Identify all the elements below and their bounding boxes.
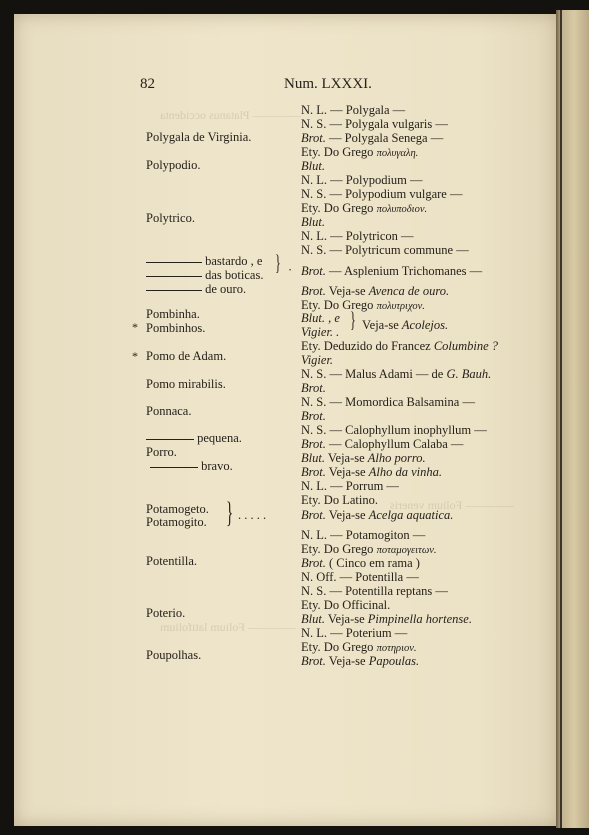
headword-potentilla: Potentilla. bbox=[146, 554, 198, 568]
subentry-polytrico-boticas: das boticas. bbox=[146, 268, 263, 283]
entry-line: N. S. — Polypodium vulgare — bbox=[301, 187, 463, 201]
brace-right: } bbox=[226, 496, 234, 529]
ditto-dash bbox=[146, 262, 202, 263]
subentry-polytrico-bastardo: bastardo , e bbox=[146, 254, 262, 269]
brace-right: } bbox=[275, 250, 281, 275]
show-through-text: ———— Folium veneris bbox=[390, 498, 514, 512]
subentry-porro-bravo: bravo. bbox=[146, 459, 233, 474]
book-page bbox=[14, 14, 558, 826]
entry-line: N. S. — Potentilla reptans — bbox=[301, 584, 448, 598]
ditto-dash bbox=[146, 439, 194, 440]
headword-polypodio: Polypodio. bbox=[146, 158, 201, 172]
subentry-ponnaca-pequena: pequena. bbox=[146, 431, 242, 446]
entry-line: Ety. Do Grego πολυτριχον. bbox=[301, 298, 425, 312]
entry-line: Brot. bbox=[301, 409, 326, 423]
entry-line: Veja-se Acolejos. bbox=[362, 318, 449, 332]
entry-line: N. S. — Polytricum commune — bbox=[301, 243, 469, 257]
entry-line: Ety. Do Grego πολυγαλη. bbox=[301, 145, 419, 159]
subentry-polytrico-ouro: de ouro. bbox=[146, 282, 246, 297]
ditto-dash bbox=[146, 276, 202, 277]
headword-pombinhos: Pombinhos. bbox=[146, 321, 206, 335]
entry-line: Brot. Veja-se Papoulas. bbox=[301, 654, 420, 668]
leader-dots: . . . . . bbox=[238, 508, 267, 522]
entry-line: Ety. Do Grego ποταμογειτων. bbox=[301, 542, 437, 556]
show-through-text: ———— Folium latifolium bbox=[160, 620, 297, 634]
entry-line: N. L. — Poterium — bbox=[301, 626, 408, 640]
entry-line: Brot. bbox=[301, 381, 326, 395]
entry-line: Blut. bbox=[301, 215, 325, 229]
headword-poupolhas: Poupolhas. bbox=[146, 648, 202, 662]
headword-poterio: Poterio. bbox=[146, 606, 186, 620]
entry-line: Brot. — Calophyllum Calaba — bbox=[301, 437, 464, 451]
entry-line: N. S. — Malus Adami — de G. Bauh. bbox=[301, 367, 492, 381]
entry-line: Brot. — Polygala Senega — bbox=[301, 131, 444, 145]
entry-line: Ety. Deduzido do Francez Columbine ? bbox=[301, 339, 499, 353]
headword-potamogeto: Potamogeto. bbox=[146, 502, 209, 516]
show-through-text: ———— Platanus occidenta bbox=[160, 108, 301, 122]
asterisk-mark: * bbox=[132, 320, 138, 334]
bullet-dot: · bbox=[288, 263, 293, 277]
entry-line: Brot. Veja-se Acelga aquatica. bbox=[301, 508, 454, 522]
entry-line: Ety. Do Officinal. bbox=[301, 598, 391, 612]
entry-line: Brot. ( Cinco em rama ) bbox=[301, 556, 420, 570]
entry-line: N. L. — Porrum — bbox=[301, 479, 399, 493]
entry-line: N. S. — Momordica Balsamina — bbox=[301, 395, 475, 409]
asterisk-mark: * bbox=[132, 349, 138, 363]
entry-line: Vigier. . bbox=[301, 325, 340, 339]
ditto-dash bbox=[150, 467, 198, 468]
entry-line: Ety. Do Grego ποτηριον. bbox=[301, 640, 417, 654]
brace-right: } bbox=[350, 307, 356, 332]
page-number: 82 bbox=[140, 76, 155, 92]
entry-line: N. L. — Potamogiton — bbox=[301, 528, 426, 542]
headword-ponnaca: Ponnaca. bbox=[146, 404, 192, 418]
headword-polytrico: Polytrico. bbox=[146, 211, 195, 225]
entry-line: Blut. , e bbox=[301, 311, 340, 325]
headword-pomo-mirabilis: Pomo mirabilis. bbox=[146, 377, 226, 391]
entry-line: N. S. — Calophyllum inophyllum — bbox=[301, 423, 487, 437]
headword-polygala-virginia: Polygala de Virginia. bbox=[146, 130, 252, 144]
entry-line: Ety. Do Grego πολυποδιον. bbox=[301, 201, 428, 215]
entry-line: N. L. — Polygala — bbox=[301, 103, 406, 117]
headword-potamogito: Potamogito. bbox=[146, 515, 207, 529]
entry-line: Vigier. bbox=[301, 353, 334, 367]
entry-line: N. L. — Polypodium — bbox=[301, 173, 423, 187]
entry-line: N. Off. — Potentilla — bbox=[301, 570, 419, 584]
ditto-dash bbox=[146, 290, 202, 291]
entry-line: N. L. — Polytricon — bbox=[301, 229, 414, 243]
gutter-line bbox=[560, 10, 562, 828]
entry-line: Ety. Do Latino. bbox=[301, 493, 378, 507]
entry-line: Blut. Veja-se Pimpinella hortense. bbox=[301, 612, 472, 626]
headword-pomo-adam: Pomo de Adam. bbox=[146, 349, 227, 363]
headword-pombinha: Pombinha. bbox=[146, 307, 200, 321]
entry-line: Blut. bbox=[301, 159, 325, 173]
entry-line: Brot. Veja-se Alho da vinha. bbox=[301, 465, 442, 479]
entry-line: Brot. Veja-se Avenca de ouro. bbox=[301, 284, 450, 298]
entry-line: Brot. — Asplenium Trichomanes — bbox=[301, 264, 483, 278]
entry-line: N. S. — Polygala vulgaris — bbox=[301, 117, 448, 131]
entry-line: Blut. Veja-se Alho porro. bbox=[301, 451, 426, 465]
headword-porro: Porro. bbox=[146, 445, 177, 459]
running-title: Num. LXXXI. bbox=[284, 76, 372, 92]
